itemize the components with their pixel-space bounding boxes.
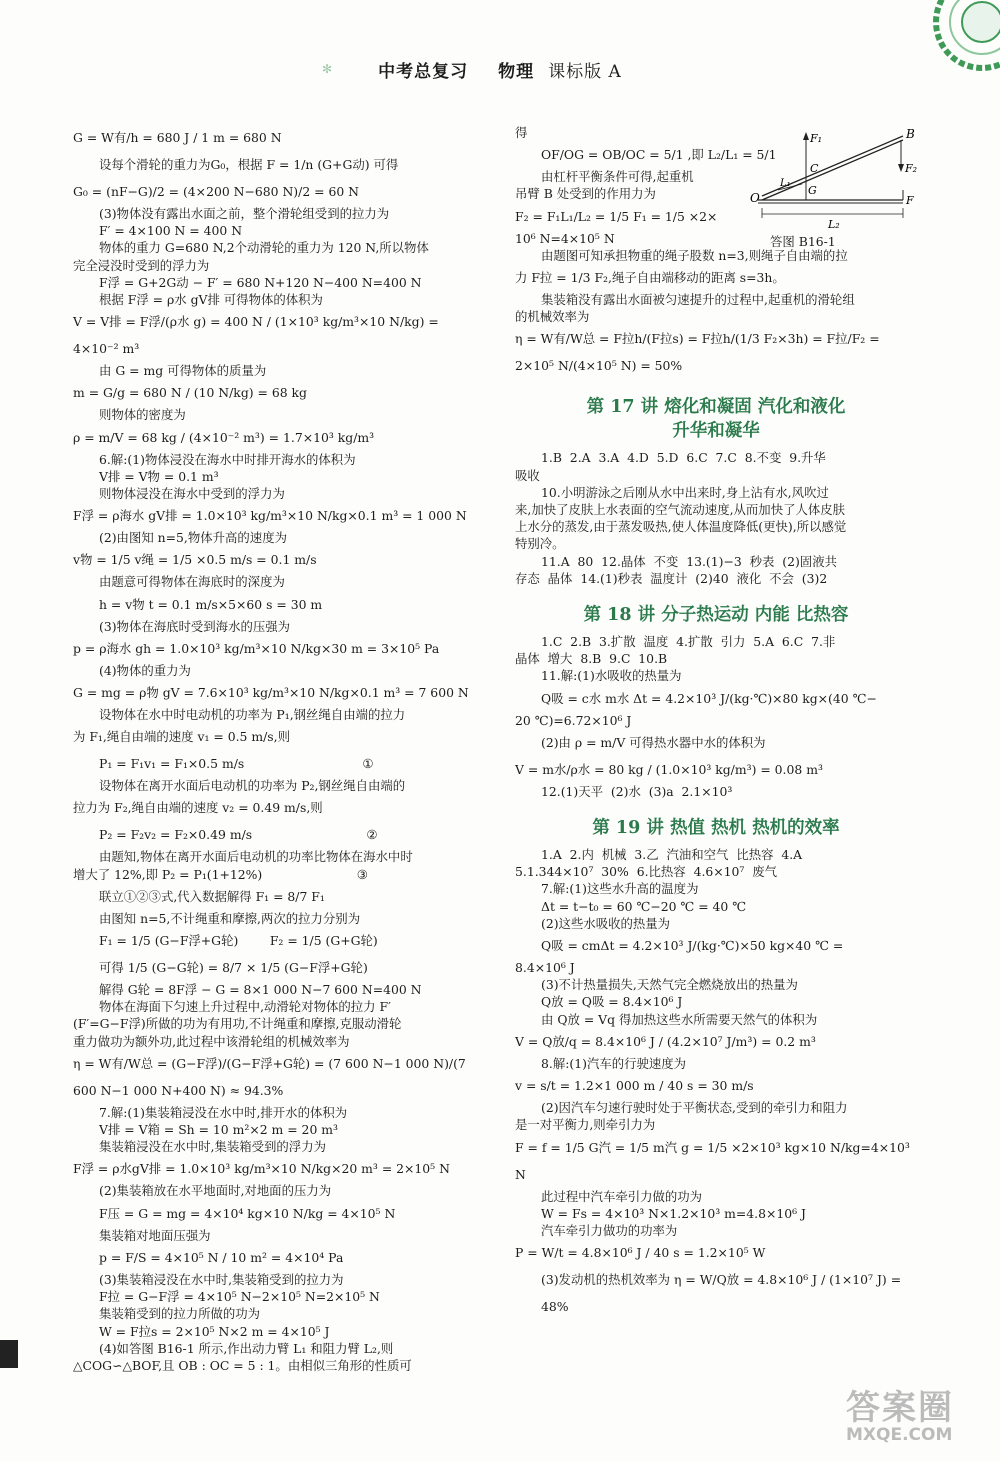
text-line: 设物体在水中时电动机的功率为 P₁,钢丝绳自由端的拉力: [99, 707, 406, 723]
label-F1: F₁: [810, 132, 823, 145]
text-line: 6.解:(1)物体浸没在海水中时排开海水的体积为: [99, 451, 356, 467]
text-line: 5.1.344×10⁷ 30% 6.比热容 4.6×10⁷ 废气: [515, 864, 778, 880]
text-line: 联立①②③式,代入数据解得 F₁ = 8/7 F₁: [99, 888, 325, 904]
text-line: 集装箱没有露出水面被匀速提升的过程中,起重机的滑轮组: [541, 292, 855, 308]
lecture-19-title: 第 19 讲 热值 热机 热机的效率: [592, 818, 840, 839]
text-line: 特别冷。: [515, 536, 565, 552]
text-line: 由题意可得物体在海底时的深度为: [99, 574, 285, 590]
text-line: Δt = t−t₀ = 60 ℃−20 ℃ = 40 ℃: [541, 898, 747, 914]
text-line: p = F/S = 4×10⁵ N / 10 m² = 4×10⁴ Pa: [99, 1249, 344, 1265]
text-line: G = mg = ρ物 gV = 7.6×10³ kg/m³×10 N/kg×0.1 m³ = 7 600 N: [73, 685, 469, 701]
text-line: (2)由图知 n=5,物体升高的速度为: [99, 530, 287, 546]
lecture-17-title-line2: 升华和凝华: [672, 421, 760, 442]
text-line: 上水分的蒸发,由于蒸发吸热,使人体温度降低(更快),所以感觉: [515, 519, 847, 535]
text-line: η = W有/W总 = (G−F浮)/(G−F浮+G轮) = (7 600 N−1 000 N)/(7 600 N−1 000 N+400 N) ≈ 94.3%: [73, 1055, 470, 1098]
right-column: [515, 124, 917, 1320]
text-line: 完全浸没时受到的浮力为: [73, 257, 210, 273]
text-line: F₁ = 1/5 (G−F浮+G轮) F₂ = 1/5 (G+G轮): [99, 933, 378, 949]
text-line: 晶体 增大 8.B 9.C 10.B: [515, 651, 668, 667]
text-line: F拉 = G−F浮 = 4×10⁵ N−2×10⁵ N=2×10⁵ N: [99, 1289, 380, 1305]
page-header: [0, 57, 1000, 82]
header-subject: 物理: [498, 62, 535, 82]
text-line: v = s/t = 1.2×1 000 m / 40 s = 30 m/s: [515, 1078, 754, 1094]
text-line: P₂ = F₂v₂ = F₂×0.49 m/s ②: [99, 827, 378, 843]
watermark-top: 答案圈: [846, 1388, 954, 1428]
text-line: F′ = 4×100 N = 400 N: [99, 223, 243, 239]
text-line: 集装箱浸没在水中时,集装箱受到的浮力为: [99, 1139, 326, 1155]
header-ornament: ✻: [322, 62, 333, 76]
text-line: 集装箱受到的拉力所做的功为: [99, 1306, 261, 1322]
text-line: P = W/t = 4.8×10⁶ J / 40 s = 1.2×10⁵ W: [515, 1245, 766, 1261]
lecture-17-title: [515, 395, 917, 443]
text-line: 物体在海面下匀速上升过程中,动滑轮对物体的拉力 F′: [99, 999, 391, 1015]
text-line: 20 ℃)=6.72×10⁶ J: [515, 712, 632, 728]
text-line: 则物体浸没在海水中受到的浮力为: [99, 486, 285, 502]
text-line: 由题图可知承担物重的绳子股数 n=3,则绳子自由端的拉: [541, 247, 848, 263]
text-line: 10⁶ N=4×10⁵ N: [515, 230, 615, 246]
text-line: 吸收: [515, 467, 540, 483]
text-line: 设物体在离开水面后电动机的功率为 P₂,钢丝绳自由端的: [99, 778, 406, 794]
label-L1: L₁: [780, 178, 791, 189]
text-line: 8.4×10⁶ J: [515, 960, 575, 976]
text-line: 得: [515, 125, 528, 140]
text-line: 为 F₁,绳自由端的速度 v₁ = 0.5 m/s,则: [73, 729, 290, 745]
text-line: F浮 = ρ水gV排 = 1.0×10³ kg/m³×10 N/kg×20 m³ = 2×10⁵ N: [73, 1161, 450, 1177]
text-line: (3)物体在海底时受到海水的压强为: [99, 618, 291, 634]
text-line: (2)这些水吸收的热量为: [541, 915, 671, 931]
text-line: F浮 = G+2G动 − F′ = 680 N+120 N−400 N=400 N: [99, 274, 422, 290]
text-line: 汽车牵引力做功的功率为: [541, 1222, 678, 1238]
label-G: G: [808, 184, 817, 197]
text-line: 来,加快了皮肤上水表面的空气流动速度,从而加快了人体皮肤: [515, 502, 846, 518]
header-series: 中考总复习: [378, 62, 469, 82]
text-line: F₂ = F₁L₁/L₂ = 1/5 F₁ = 1/5 ×2×: [515, 208, 718, 224]
text-line: F浮 = ρ海水 gV排 = 1.0×10³ kg/m³×10 N/kg×0.1 m³ = 1 000 N: [73, 508, 467, 524]
text-line: Q放 = Q吸 = 8.4×10⁶ J: [541, 994, 683, 1010]
text-line: 存态 晶体 14.(1)秒表 温度计 (2)40 液化 不会 (3)2: [515, 570, 828, 586]
text-line: 7.解:(1)这些水升高的温度为: [541, 881, 699, 897]
text-line: 吊臂 B 处受到的作用力为: [515, 186, 656, 202]
text-line: 由题知,物体在离开水面后电动机的功率比物体在海水中时: [99, 849, 413, 865]
text-line: 由 Q放 = Vq 得加热这些水所需要天然气的体积为: [541, 1011, 818, 1027]
text-line: (F′=G−F浮)所做的功为有用功,不计绳重和摩擦,克服动滑轮: [73, 1016, 402, 1032]
text-line: 1.A 2.内 机械 3.乙 汽油和空气 比热容 4.A: [541, 847, 803, 863]
figure-caption: 答图 B16-1: [770, 234, 836, 249]
header-edition: 课标版 A: [548, 62, 622, 82]
text-line: 物体的重力 G=680 N,2个动滑轮的重力为 120 N,所以物体: [99, 240, 429, 256]
text-line: 此过程中汽车牵引力做的功为: [541, 1188, 703, 1204]
lecture-17-answers: [515, 449, 917, 587]
label-B: B: [906, 128, 915, 141]
text-line: 12.(1)天平 (2)水 (3)a 2.1×10³: [541, 783, 733, 799]
text-line: F = f = 1/5 G汽 = 1/5 m汽 g = 1/5 ×2×10³ kg×10 N/kg=4×10³ N: [515, 1139, 914, 1182]
text-line: (3)集装箱浸没在水中时,集装箱受到的拉力为: [99, 1271, 344, 1287]
text-line: (4)如答图 B16-1 所示,作出动力臂 L₁ 和阻力臂 L₂,则: [99, 1340, 394, 1356]
text-line: 拉力为 F₂,绳自由端的速度 v₂ = 0.49 m/s,则: [73, 800, 323, 816]
watermark: [846, 1380, 986, 1450]
text-line: 增大了 12%,即 P₂ = P₁(1+12%) ③: [73, 866, 368, 882]
text-line: v物 = 1/5 v绳 = 1/5 ×0.5 m/s = 0.1 m/s: [73, 552, 317, 568]
text-line: △COG∽△BOF,且 OB : OC = 5 : 1。由相似三角形的性质可: [73, 1357, 412, 1373]
text-line: 由 G = mg 可得物体的质量为: [99, 363, 267, 379]
text-line: 由图知 n=5,不计绳重和摩擦,两次的拉力分别为: [99, 910, 361, 926]
text-line: Q吸 = cmΔt = 4.2×10³ J/(kg·℃)×50 kg×40 ℃ =: [541, 938, 844, 954]
text-line: p = ρ海水 gh = 1.0×10³ kg/m³×10 N/kg×30 m = 3×10⁵ Pa: [73, 640, 440, 656]
text-line: ρ = m/V = 68 kg / (4×10⁻² m³) = 1.7×10³ kg/m³: [73, 429, 375, 445]
text-line: 是一对平衡力,则牵引力为: [515, 1117, 656, 1133]
text-line: 根据 F浮 = ρ水 gV排 可得物体的体积为: [99, 292, 323, 308]
lecture-18-title: 第 18 讲 分子热运动 内能 比热容: [583, 605, 849, 626]
lecture-19-answers: [515, 846, 917, 1320]
text-line: 7.解:(1)集装箱浸没在水中时,排开水的体积为: [99, 1104, 348, 1120]
text-line: W = Fs = 4×10³ N×1.2×10³ m=4.8×10⁶ J: [541, 1205, 806, 1221]
text-line: (2)因汽车匀速行驶时处于平衡状态,受到的牵引力和阻力: [541, 1100, 848, 1116]
text-line: 可得 1/5 (G−G轮) = 8/7 × 1/5 (G−F浮+G轮): [99, 960, 368, 976]
text-line: (3)物体没有露出水面之前，整个滑轮组受到的拉力为: [99, 206, 390, 221]
text-line: 解得 G轮 = 8F浮 − G = 8×1 000 N−7 600 N=400 N: [99, 982, 422, 998]
text-line: (2)集装箱放在水平地面时,对地面的压力为: [99, 1183, 332, 1199]
text-line: V排 = V物 = 0.1 m³: [99, 468, 219, 484]
text-line: P₁ = F₁v₁ = F₁×0.5 m/s ①: [99, 756, 374, 772]
text-line: 1.C 2.B 3.扩散 温度 4.扩散 引力 5.A 6.C 7.非: [541, 634, 836, 650]
text-line: 10.小明游泳之后刚从水中出来时,身上沾有水,风吹过: [541, 484, 829, 500]
margin-mark: [0, 1340, 18, 1368]
text-line: 由杠杆平衡条件可得,起重机: [541, 169, 694, 185]
label-O: O: [750, 191, 760, 205]
text-line: V = Q放/q = 8.4×10⁶ J / (4.2×10⁷ J/m³) = 0.2 m³: [515, 1033, 816, 1049]
text-line: 11.解:(1)水吸收的热量为: [541, 668, 682, 684]
label-F: F: [906, 194, 914, 207]
text-line: V = V排 = F浮/(ρ水 g) = 400 N / (1×10³ kg/m³×10 N/kg) = 4×10⁻² m³: [73, 314, 443, 357]
text-line: (2)由 ρ = m/V 可得热水器中水的体积为: [541, 734, 766, 750]
text-line: 力 F拉 = 1/3 F₂,绳子自由端移动的距离 s=3h。: [515, 270, 785, 286]
watermark-bottom: MXQE.COM: [846, 1425, 953, 1445]
text-line: 的机械效率为: [515, 309, 590, 325]
text-line: 11.A 80 12.晶体 不变 13.(1)−3 秒表 (2)固液共: [541, 553, 837, 569]
text-line: V = m水/ρ水 = 80 kg / (1.0×10³ kg/m³) = 0.08 m³: [515, 761, 823, 777]
text-line: (3)不计热量损失,天然气完全燃烧放出的热量为: [541, 977, 798, 993]
label-L2: L₂: [828, 218, 840, 231]
text-line: 集装箱对地面压强为: [99, 1227, 211, 1243]
text-line: G₀ = (nF−G)/2 = (4×200 N−680 N)/2 = 60 N: [73, 184, 360, 199]
text-line: 则物体的密度为: [99, 407, 186, 423]
text-line: η = W有/W总 = F拉h/(F拉s) = F拉h/(1/3 F₂×3h) = F拉/F₂ = 2×10⁵ N/(4×10⁵ N) = 50%: [515, 331, 884, 374]
text-line: (4)物体的重力为: [99, 662, 191, 678]
text-line: V排 = V箱 = Sh = 10 m²×2 m = 20 m³: [99, 1122, 338, 1138]
text-line: F压 = G = mg = 4×10⁴ kg×10 N/kg = 4×10⁵ N: [99, 1205, 396, 1221]
text-line: 8.解:(1)汽车的行驶速度为: [541, 1055, 687, 1071]
text-line: (3)发动机的热机效率为 η = W/Q放 = 4.8×10⁶ J / (1×10⁷ J) = 48%: [541, 1272, 906, 1315]
label-C: C: [810, 162, 819, 175]
text-line: G = W有/h = 680 J / 1 m = 680 N: [73, 130, 282, 145]
text-line: 设每个滑轮的重力为G₀，根据 F = 1/n (G+G动) 可得: [99, 157, 399, 172]
left-column: [73, 124, 481, 1374]
text-line: 重力做功为额外功,此过程中该滑轮组的机械效率为: [73, 1033, 350, 1049]
label-F2: F₂: [905, 162, 918, 175]
lecture-18-answers: [515, 633, 917, 800]
text-line: Q吸 = c水 m水 Δt = 4.2×10³ J/(kg·℃)×80 kg×(40 ℃−: [541, 690, 877, 706]
text-line: h = v物 t = 0.1 m/s×5×60 s = 30 m: [99, 596, 323, 612]
text-line: m = G/g = 680 N / (10 N/kg) = 68 kg: [73, 385, 307, 401]
text-line: OF/OG = OB/OC = 5/1 ,即 L₂/L₁ = 5/1: [541, 147, 777, 163]
lecture-17-title-line1: 第 17 讲 熔化和凝固 汽化和液化: [586, 397, 846, 418]
text-line: 1.B 2.A 3.A 4.D 5.D 6.C 7.C 8.不变 9.升华: [541, 450, 826, 466]
text-line: W = F拉s = 2×10⁵ N×2 m = 4×10⁵ J: [99, 1323, 330, 1339]
